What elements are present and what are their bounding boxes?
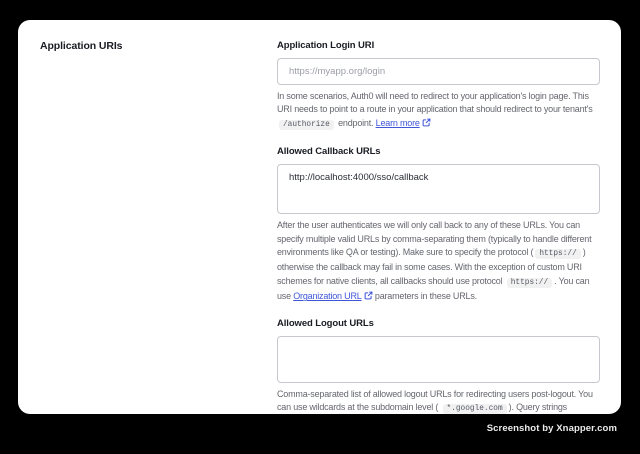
help-text: ). Query strings bbox=[508, 402, 567, 413]
organization-url-link[interactable] bbox=[293, 291, 372, 301]
help-text: Comma-separated list of allowed logout URLs for redirecting users post-logout. You can use wildcards at the subdomain level ( bbox=[277, 388, 593, 413]
allowed-callback-urls-textarea[interactable] bbox=[277, 164, 600, 214]
allowed-callback-urls-label: Allowed Callback URLs bbox=[277, 146, 381, 158]
https-protocol-code: https:// bbox=[535, 249, 580, 259]
page-title: Application URIs bbox=[40, 40, 123, 52]
allowed-logout-urls-textarea[interactable] bbox=[277, 336, 600, 383]
field-allowed-callback-urls bbox=[277, 146, 600, 303]
help-text: . You can use bbox=[277, 275, 590, 302]
allowed-logout-urls-label: Allowed Logout URLs bbox=[277, 317, 374, 329]
fields-column bbox=[277, 40, 600, 414]
organization-url-link-label: Organization URL bbox=[293, 291, 362, 302]
allowed-logout-urls-help bbox=[277, 388, 600, 414]
watermark: Screenshot by Xnapper.com bbox=[486, 423, 617, 434]
authorize-endpoint-code: /authorize bbox=[279, 120, 334, 130]
application-uris-card bbox=[18, 20, 621, 414]
help-text: parameters in these URLs. bbox=[374, 291, 477, 302]
section-heading-column bbox=[40, 40, 277, 414]
learn-more-link-label: Learn more bbox=[375, 117, 420, 128]
external-link-icon bbox=[364, 291, 373, 300]
external-link-icon bbox=[422, 118, 431, 127]
learn-more-link[interactable] bbox=[376, 118, 431, 128]
wildcard-subdomain-code: *.google.com bbox=[443, 404, 507, 414]
help-text: After the user authenticates we will only call back to any of these URLs. You can specify multiple valid URLs by comma-separating them (typically to handle different environments like QA or testing). Make sure to specify the protocol ( bbox=[277, 220, 592, 258]
help-text: endpoint. bbox=[338, 117, 374, 128]
https-protocol-code: https:// bbox=[507, 278, 552, 288]
application-login-uri-input[interactable] bbox=[277, 58, 600, 85]
application-login-uri-label: Application Login URI bbox=[277, 40, 375, 51]
field-allowed-logout-urls bbox=[277, 318, 600, 414]
field-application-login-uri bbox=[277, 40, 600, 132]
help-text: In some scenarios, Auth0 will need to redirect to your application's login page. This URI needs to point to a route in your application that should redirect to your tenant's bbox=[277, 91, 593, 115]
help-text: ) otherwise the callback may fail in some cases. With the exception of custom URI schemes for native clients, all callbacks should use protocol bbox=[277, 247, 586, 286]
application-login-uri-help bbox=[277, 90, 600, 132]
allowed-callback-urls-help bbox=[277, 219, 600, 303]
